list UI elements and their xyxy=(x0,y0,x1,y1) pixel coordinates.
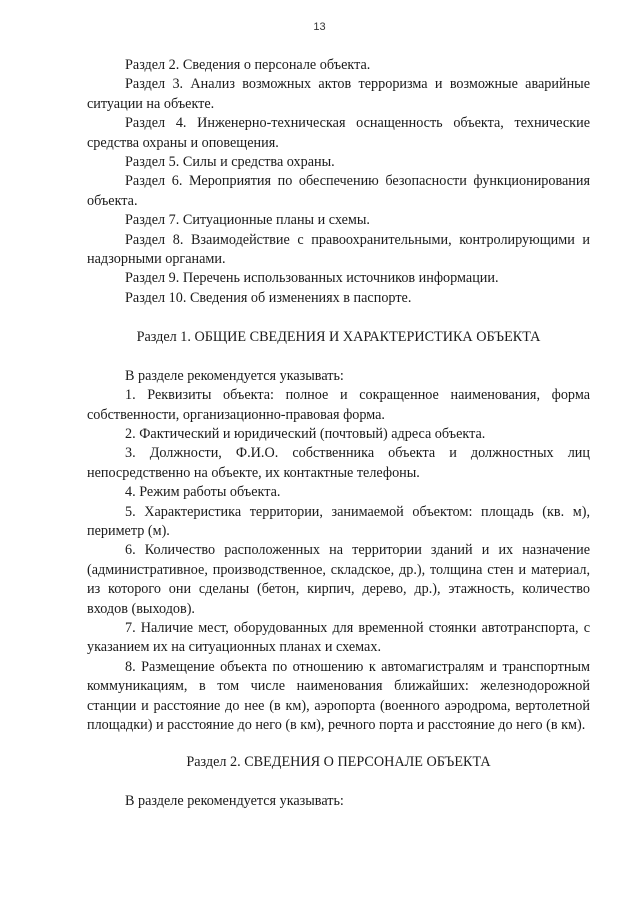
toc-item: Раздел 8. Взаимодействие с правоохранительными, контролирующими и надзорными органами. xyxy=(87,231,590,268)
section-1-item: 8. Размещение объекта по отношению к автомагистралям и транспортным коммуникациям, в том числе наименования ближайших: железнодорожной станции и расстояние до нее (в км), аэропорта (военного аэродрома, вертолетной площадки) и расстояние до него (в км), речного порта и расстояние до него (в км). xyxy=(87,658,590,733)
document-body xyxy=(87,56,590,811)
page-number: 13 xyxy=(313,21,326,33)
section-1-item: 7. Наличие мест, оборудованных для временной стоянки автотранспорта, с указанием их на ситуационных планах и схемах. xyxy=(87,619,590,656)
section-1-item: 2. Фактический и юридический (почтовый) адреса объекта. xyxy=(125,425,486,442)
toc-item: Раздел 2. Сведения о персонале объекта. xyxy=(125,57,371,73)
section-1-item: 5. Характеристика территории, занимаемой объектом: площадь (кв. м), периметр (м). xyxy=(87,503,590,539)
toc-item: Раздел 5. Силы и средства охраны. xyxy=(125,154,335,171)
toc-item: Раздел 9. Перечень использованных источников информации. xyxy=(125,270,499,287)
toc-item: Раздел 3. Анализ возможных актов терроризма и возможные аварийные ситуации на объекте. xyxy=(87,76,590,112)
toc-item: Раздел 6. Мероприятия по обеспечению безопасности функционирования объекта. xyxy=(87,173,590,209)
toc-item: Раздел 10. Сведения об изменениях в паспорте. xyxy=(125,289,412,306)
section-1-item: 1. Реквизиты объекта: полное и сокращенное наименования, форма собственности, организационно-правовая форма. xyxy=(87,387,590,423)
section-1-intro: В разделе рекомендуется указывать: xyxy=(125,367,344,384)
section-1-item: 4. Режим работы объекта. xyxy=(125,484,281,501)
toc-item: Раздел 4. Инженерно-техническая оснащенность объекта, технические средства охраны и оповещения. xyxy=(87,115,590,151)
section-1-item: 6. Количество расположенных на территории зданий и их назначение (административное, производственное, складское, др.), толщина стен и материал, из которого они сделаны (бетон, кирпич, дерево, др.), этажность, количество входов (выходов). xyxy=(87,542,590,617)
section-1-heading: Раздел 1. ОБЩИЕ СВЕДЕНИЯ И ХАРАКТЕРИСТИКА ОБЪЕКТА xyxy=(136,329,541,346)
section-1-item: 3. Должности, Ф.И.О. собственника объекта и должностных лиц непосредственно на объекте, их контактные телефоны. xyxy=(87,445,590,481)
section-2-intro: В разделе рекомендуется указывать: xyxy=(125,792,344,809)
toc-item: Раздел 7. Ситуационные планы и схемы. xyxy=(125,212,370,229)
section-2-heading: Раздел 2. СВЕДЕНИЯ О ПЕРСОНАЛЕ ОБЪЕКТА xyxy=(186,754,491,771)
